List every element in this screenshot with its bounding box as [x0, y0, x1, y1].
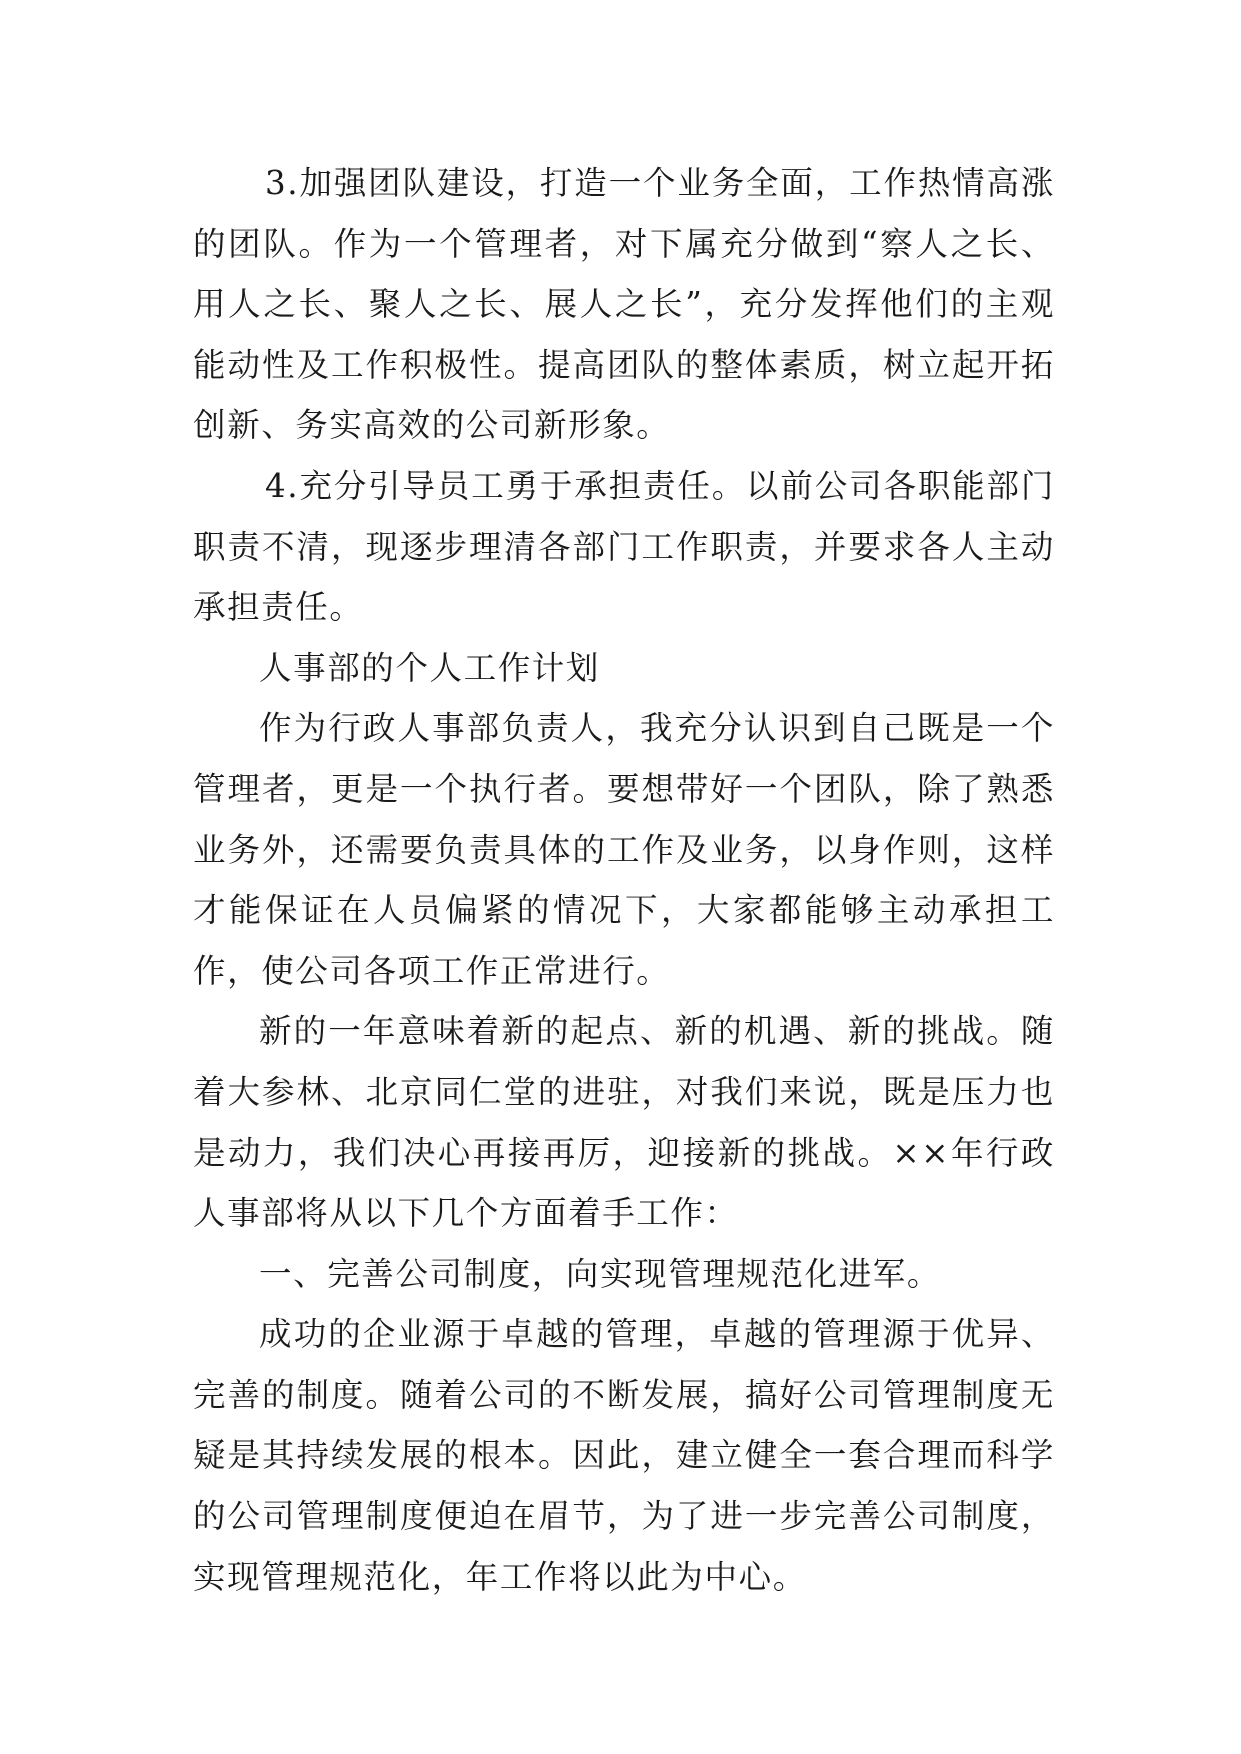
paragraph-management: 成功的企业源于卓越的管理，卓越的管理源于优异、完善的制度。随着公司的不断发展，搞好公司管理制度无疑是其持续发展的根本。因此，建立健全一套合理而科学的公司管理制度便迫在眉节，为了进一步完善公司制度，实现管理规范化，年工作将以此为中心。 [193, 1315, 1055, 1596]
paragraph-point-one: 一、完善公司制度，向实现管理规范化进军。 [259, 1254, 942, 1293]
paragraph-role: 作为行政人事部负责人，我充分认识到自己既是一个管理者，更是一个执行者。要想带好一个团队，除了熟悉业务外，还需要负责具体的工作及业务，以身作则，这样才能保证在人员偏紧的情况下，大家都能够主动承担工作，使公司各项工作正常进行。 [193, 709, 1055, 990]
paragraph-new-year: 新的一年意味着新的起点、新的机遇、新的挑战。随着大参林、北京同仁堂的进驻，对我们来说，既是压力也是动力，我们决心再接再厉，迎接新的挑战。××年行政人事部将从以下几个方面着手工作： [193, 1012, 1055, 1233]
document-body [193, 153, 1055, 1607]
paragraph-team-building: 3.加强团队建设，打造一个业务全面，工作热情高涨的团队。作为一个管理者，对下属充分做到“察人之长、用人之长、聚人之长、展人之长”，充分发挥他们的主观能动性及工作积极性。提高团队的整体素质，树立起开拓创新、务实高效的公司新形象。 [193, 164, 1055, 445]
paragraph-responsibility: 4.充分引导员工勇于承担责任。以前公司各职能部门职责不清，现逐步理清各部门工作职责，并要求各人主动承担责任。 [193, 466, 1055, 627]
section-heading: 人事部的个人工作计划 [259, 648, 601, 687]
